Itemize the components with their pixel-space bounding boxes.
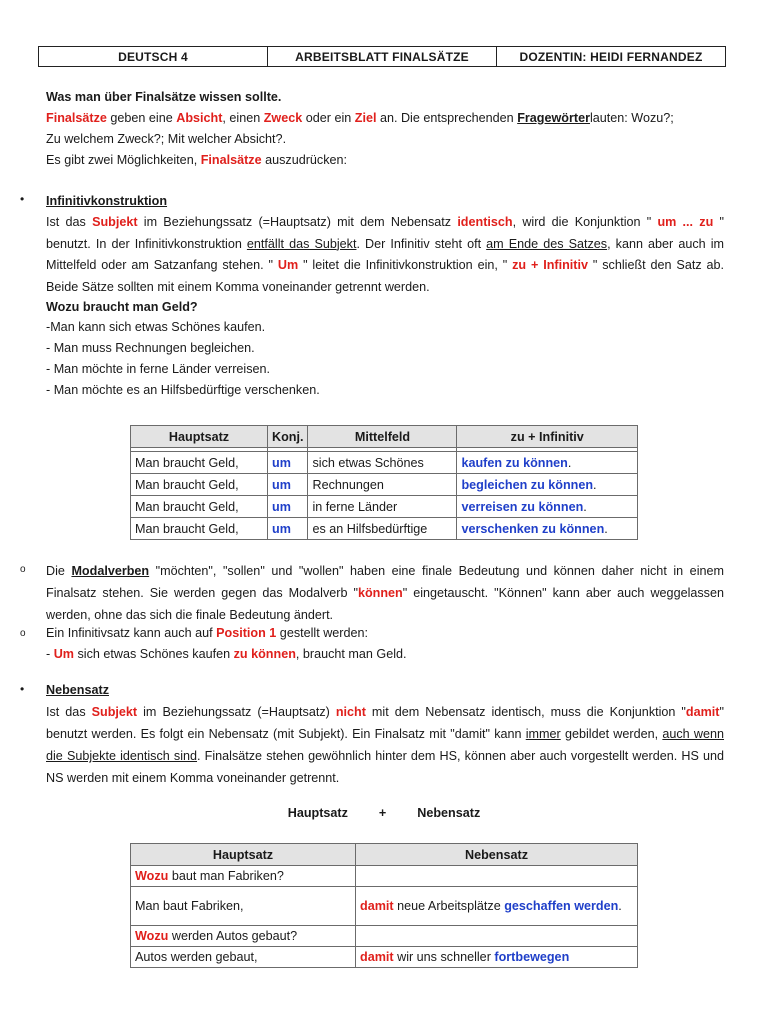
bullet-infinitiv: • (20, 192, 25, 206)
intro-heading: Was man über Finalsätze wissen sollte. (46, 90, 282, 104)
table-row: Man braucht Geld, um Rechnungen begleichen zu können. (131, 474, 638, 496)
header-worksheet: ARBEITSBLATT FINALSÄTZE (268, 47, 497, 67)
table-row: Man braucht Geld, um es an Hilfsbedürftige verschenken zu können. (131, 518, 638, 540)
example-4: - Man möchte es an Hilfsbedürftige verschenken. (46, 383, 320, 397)
example-3: - Man möchte in ferne Länder verreisen. (46, 362, 271, 376)
nebensatz-paragraph: Ist das Subjekt im Beziehungssatz (=Hauptsatz) nicht mit dem Nebensatz identisch, muss die Konjunktion "damit" benutzt werden. Es folgt ein Nebensatz (mit Subjekt). Ein Finalsatz mit "damit" kann immer gebildet werden, auch wenn die Subjekte identisch sind. Finalsätze stehen gewöhnlich hinter dem HS, können aber auch vorgestellt werden. HS und NS werden mit einem Komma voneinander getrennt. (46, 705, 725, 785)
bullet-nebensatz: • (20, 682, 25, 696)
note-bullet-2: o (20, 628, 26, 639)
note-position: Ein Infinitivsatz kann auch auf Position 1 gestellt werden: - Um sich etwas Schönes kaufen zu können, braucht man Geld. (46, 626, 407, 661)
intro-line-1: Finalsätze geben eine Absicht, einen Zweck oder ein Ziel an. Die entsprechenden Fragewörterlauten: Wozu?; (46, 111, 674, 125)
example-2: - Man muss Rechnungen begleichen. (46, 341, 255, 355)
header-course: DEUTSCH 4 (39, 47, 268, 67)
infinitiv-paragraph: Ist das Subjekt im Beziehungssatz (=Hauptsatz) mit dem Nebensatz identisch, wird die Konjunktion " um ... zu " benutzt. In der Infinitivkonstruktion entfällt das Subjekt. Der Infinitiv steht oft am Ende des Satzes, kann aber auch im Mittelfeld oder am Satzanfang stehen. " Um " leitet die Infinitivkonstruktion ein, " zu + Infinitiv " schließt den Satz ab. Beide Sätze sollten mit einem Komma voneinander getrennt werden. (46, 215, 725, 294)
table-header-row (131, 426, 638, 448)
table-row: Man braucht Geld, um in ferne Länder verreisen zu können. (131, 496, 638, 518)
note-bullet-1: o (20, 564, 26, 575)
table-row: Wozu werden Autos gebaut? (131, 926, 638, 947)
th-nebensatz: Nebensatz (356, 844, 638, 866)
table-header-row (131, 844, 638, 866)
table-row: Wozu baut man Fabriken? (131, 866, 638, 887)
th-hauptsatz: Hauptsatz (131, 426, 268, 448)
th-konj: Konj. (268, 426, 308, 448)
intro-line-2: Zu welchem Zweck?; Mit welcher Absicht?. (46, 132, 287, 146)
example-1: -Man kann sich etwas Schönes kaufen. (46, 320, 266, 334)
infinitiv-question: Wozu braucht man Geld? (46, 300, 198, 314)
header-table (38, 46, 726, 67)
table-row: Man baut Fabriken, damit neue Arbeitsplätze geschaffen werden. (131, 887, 638, 926)
th-hauptsatz-2: Hauptsatz (131, 844, 356, 866)
table-row: Autos werden gebaut, damit wir uns schneller fortbewegen (131, 947, 638, 968)
infinitiv-section (46, 191, 724, 401)
infinitiv-title: Infinitivkonstruktion (46, 194, 168, 208)
intro-section (46, 87, 724, 171)
formula-line: Hauptsatz + Nebensatz (287, 806, 481, 820)
note-modalverben: Die Modalverben "möchten", "sollen" und "wollen" haben eine finale Bedeutung und können daher nicht in einem Finalsatz stehen. Sie werden gegen das Modalverb "können" eingetauscht. "Können" kann aber auch weggelassen werden, ohne das sich die finale Bedeutung ändert. (46, 564, 724, 622)
header-teacher: DOZENTIN: HEIDI FERNANDEZ (497, 47, 726, 67)
intro-line-3: Es gibt zwei Möglichkeiten, Finalsätze auszudrücken: (46, 153, 348, 167)
nebensatz-section (46, 680, 724, 789)
table-row: Man braucht Geld, um sich etwas Schönes kaufen zu können. (131, 452, 638, 474)
infinitiv-table (130, 425, 638, 540)
th-zu-infinitiv: zu + Infinitiv (457, 426, 638, 448)
nebensatz-title: Nebensatz (46, 683, 109, 697)
th-mittelfeld: Mittelfeld (308, 426, 457, 448)
nebensatz-table (130, 843, 638, 968)
